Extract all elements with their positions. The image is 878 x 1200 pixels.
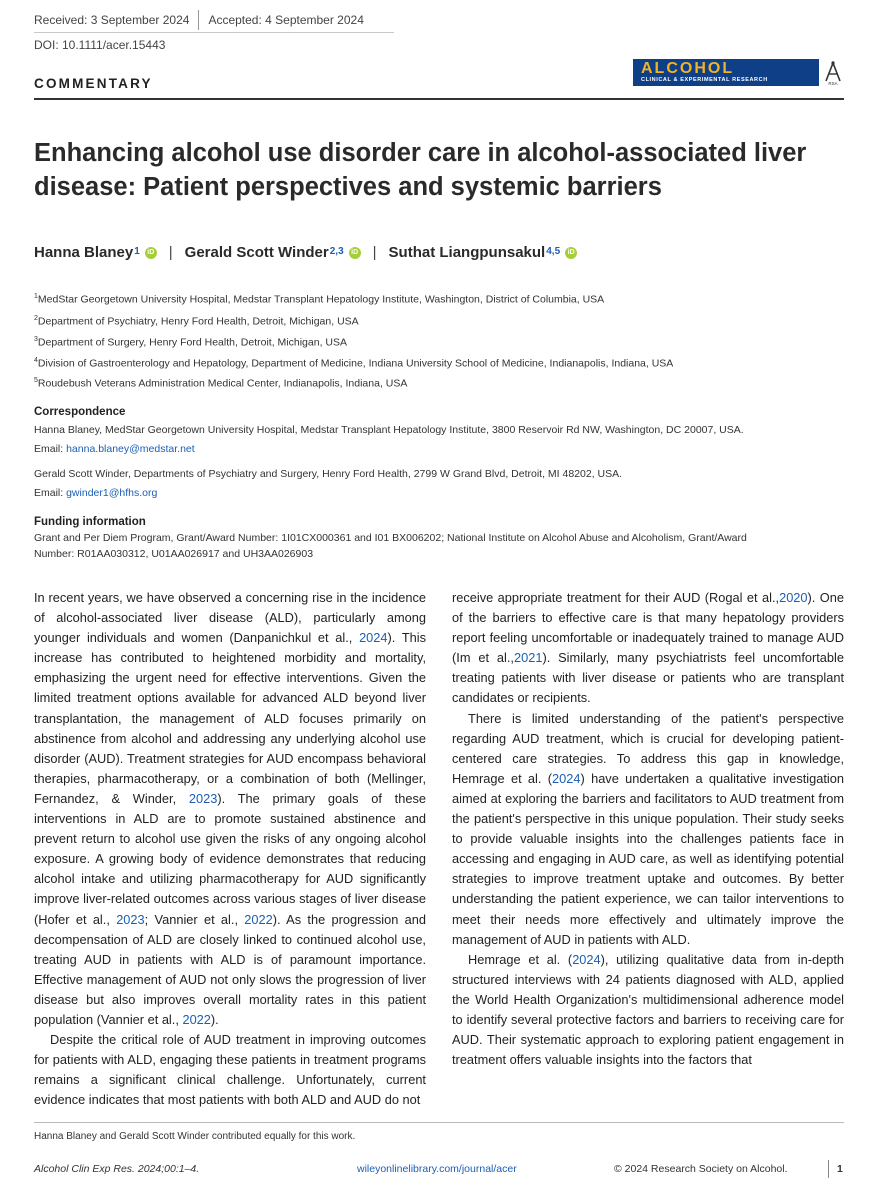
journal-logo[interactable] [633, 59, 819, 86]
citation-link[interactable]: 2024 [572, 951, 601, 967]
email-label: Email: [34, 443, 67, 455]
author-affiliation-ref[interactable]: 2,3 [329, 246, 344, 257]
affiliation-number: 3 [34, 336, 38, 343]
citation-link[interactable]: 2021 [513, 650, 543, 666]
correspondence-email [34, 487, 157, 499]
affiliation-number: 5 [34, 377, 38, 384]
author-separator: | [168, 244, 173, 261]
affiliation [34, 293, 604, 306]
affiliation-number: 1 [34, 293, 38, 300]
author-name[interactable]: Hanna Blaney [34, 244, 134, 261]
citation-link[interactable]: 2022 [182, 1011, 211, 1027]
body-paragraph: Hemrage et al. (2024), utilizing qualitative data from in-depth structured interviews with 24 patients diagnosed with ALD, applied the World Health Organization's multidimensional adherence model to identify several protective factors and barriers to receiving care for AUD. Their systematic approach to exploring patient engagement in treatment offers valuable insights into the factors that [452, 951, 845, 1068]
correspondence-address: Hanna Blaney, MedStar Georgetown University Hospital, Medstar Transplant Hepatology Institute, 3800 Reservoir Rd NW, Washington, DC 20007, USA. [34, 424, 744, 436]
author-affiliation-ref[interactable]: 1 [134, 246, 140, 257]
author-name[interactable]: Gerald Scott Winder [184, 244, 329, 261]
journal-logo-title: ALCOHOL [641, 60, 735, 77]
orcid-icon[interactable]: iD [565, 247, 577, 259]
doi-link[interactable]: DOI: 10.1111/acer.15443 [34, 38, 166, 52]
citation-link[interactable]: 2024 [552, 770, 581, 786]
email-label: Email: [34, 487, 67, 499]
affiliation [34, 336, 347, 349]
affiliation [34, 315, 359, 328]
footnote: Hanna Blaney and Gerald Scott Winder contributed equally for this work. [34, 1131, 356, 1142]
citation-link[interactable]: 2023 [188, 790, 218, 806]
affiliation-number: 2 [34, 315, 38, 322]
affiliation [34, 357, 673, 370]
author-affiliation-ref[interactable]: 4,5 [546, 246, 561, 257]
footnote-divider [34, 1122, 844, 1123]
author-list [34, 244, 577, 261]
society-emblem-icon [822, 59, 844, 86]
page-number: 1 [837, 1163, 843, 1175]
affiliation-text: Department of Psychiatry, Henry Ford Health, Detroit, Michigan, USA [37, 315, 359, 328]
journal-url [357, 1163, 517, 1175]
title-divider [34, 98, 844, 100]
affiliation-number: 4 [34, 357, 38, 364]
citation-link[interactable]: 2020 [779, 590, 808, 605]
body-column-left [34, 588, 426, 1110]
correspondence-email [34, 443, 195, 455]
correspondence-address: Gerald Scott Winder, Departments of Psychiatry and Surgery, Henry Ford Health, 2799 W Grand Blvd, Detroit, MI 48202, USA. [34, 468, 623, 480]
email-link[interactable]: gwinder1@hfhs.org [66, 487, 158, 499]
header-divider [34, 32, 394, 33]
funding-heading: Funding information [34, 516, 146, 528]
email-link[interactable]: hanna.blaney@medstar.net [66, 443, 195, 455]
author-name[interactable]: Suthat Liangpunsakul [388, 244, 546, 261]
society-emblem-text: RSA [828, 81, 838, 86]
affiliation [34, 377, 407, 390]
journal-logo-subtitle: CLINICAL & EXPERIMENTAL RESEARCH [641, 77, 768, 83]
affiliation-text: Department of Surgery, Henry Ford Health, Detroit, Michigan, USA [37, 336, 347, 349]
body-paragraph: There is limited understanding of the patient's perspective regarding AUD treatment, which is crucial for developing patient-centered care strategies. To address this gap in knowledge, Hemrage et al. (2024) have undertaken a qualitative investigation aimed at exploring the barriers and facilitators to AUD treatment from the patient's perspective in this unique population. Their study seeks to provide valuable insights into the challenges patients face in accessing and engaging in AUD care, as well as identifying potential strategies to improve treatment uptake and outcomes. By better understanding the patient experience, we can tailor interventions to meet their needs more effectively and ultimately improve the management of AUD in patients with ALD. [452, 710, 845, 947]
funding-text: Number: R01AA030312, U01AA026917 and UH3AA026903 [34, 548, 314, 560]
date-divider [198, 10, 199, 30]
body-column-right [452, 588, 844, 1070]
affiliation-text: Roudebush Veterans Administration Medical Center, Indianapolis, Indiana, USA [37, 377, 408, 390]
body-paragraph: In recent years, we have observed a concerning rise in the incidence of alcohol-associated liver disease (ALD), particularly among younger individuals and women (Danpanichkul et al., 2024). This increase has contributed to heightened morbidity and mortality, emphasizing the urgent need for effective interventions. Given the limited treatment options available for advanced ALD beyond liver transplantation, the management of ALD focuses primarily on abstinence from alcohol and addressing any underlying alcohol use disorder (AUD). Treatment strategies for AUD encompass behavioral therapies, pharmacotherapy, or a combination of both (Mellinger, Fernandez, & Winder, 2023). The primary goals of these interventions in ALD are to promote sustained abstinence and prevent return to alcohol use given the risks of any ongoing alcohol exposure. A growing body of evidence demonstrates that reducing alcohol intake and utilizing pharmacotherapy for AUD significantly improve liver-related outcomes across various stages of liver disease (Hofer et al., 2023; Vannier et al., 2022). As the progression and decompensation of ALD are closely linked to continued alcohol use, treating AUD in patients with ALD is of paramount importance. Effective management of AUD not only slows the progression of liver disease but also improves overall mortality rates in this patient population (Vannier et al., 2022). [34, 590, 426, 1027]
received-date: Received: 3 September 2024 [34, 13, 190, 27]
citation-link[interactable]: 2024 [359, 630, 388, 646]
copyright: © 2024 Research Society on Alcohol. [614, 1163, 788, 1175]
article-title: Enhancing alcohol use disorder care in alcohol-associated liver disease: Patient perspectives and systemic barriers [34, 139, 807, 201]
orcid-icon[interactable]: iD [145, 247, 157, 259]
page-number-divider [828, 1160, 829, 1178]
affiliation-text: MedStar Georgetown University Hospital, Medstar Transplant Hepatology Institute, Washington, District of Columbia, USA [37, 293, 605, 306]
citation-link[interactable]: 2023 [116, 911, 145, 927]
article-dates [34, 10, 364, 30]
journal-url-link[interactable]: wileyonlinelibrary.com/journal/acer [357, 1163, 517, 1175]
correspondence-heading: Correspondence [34, 406, 126, 418]
affiliation-text: Division of Gastroenterology and Hepatology, Department of Medicine, Indiana University School of Medicine, Indianapolis, Indiana, USA [37, 357, 674, 370]
body-paragraph-continued: receive appropriate treatment for their AUD (Rogal et al.,2020). One of the barriers to effective care is that many hepatology providers report feeling uncomfortable or inadequately trained to manage AUD (Im et al.,2021). Similarly, many psychiatrists feel uncomfortable treating patients with liver disease or patients who are transplant candidates or recipients. [452, 590, 844, 706]
doi [34, 38, 165, 52]
orcid-icon[interactable]: iD [349, 247, 361, 259]
author-separator: | [372, 244, 377, 261]
body-paragraph: Despite the critical role of AUD treatment in improving outcomes for patients with ALD, engaging these patients in treatment programs remains a significant clinical challenge. Unfortunately, current evidence indicates that most patients with both ALD and AUD do not [34, 1032, 426, 1108]
accepted-date: Accepted: 4 September 2024 [208, 13, 364, 27]
journal-citation: Alcohol Clin Exp Res. 2024;00:1–4. [34, 1163, 200, 1175]
funding-text: Grant and Per Diem Program, Grant/Award Number: 1I01CX000361 and I01 BX006202; National Institute on Alcohol Abuse and Alcoholism, Grant/Award [34, 532, 747, 544]
section-label: COMMENTARY [34, 76, 153, 91]
citation-link[interactable]: 2022 [244, 911, 273, 927]
